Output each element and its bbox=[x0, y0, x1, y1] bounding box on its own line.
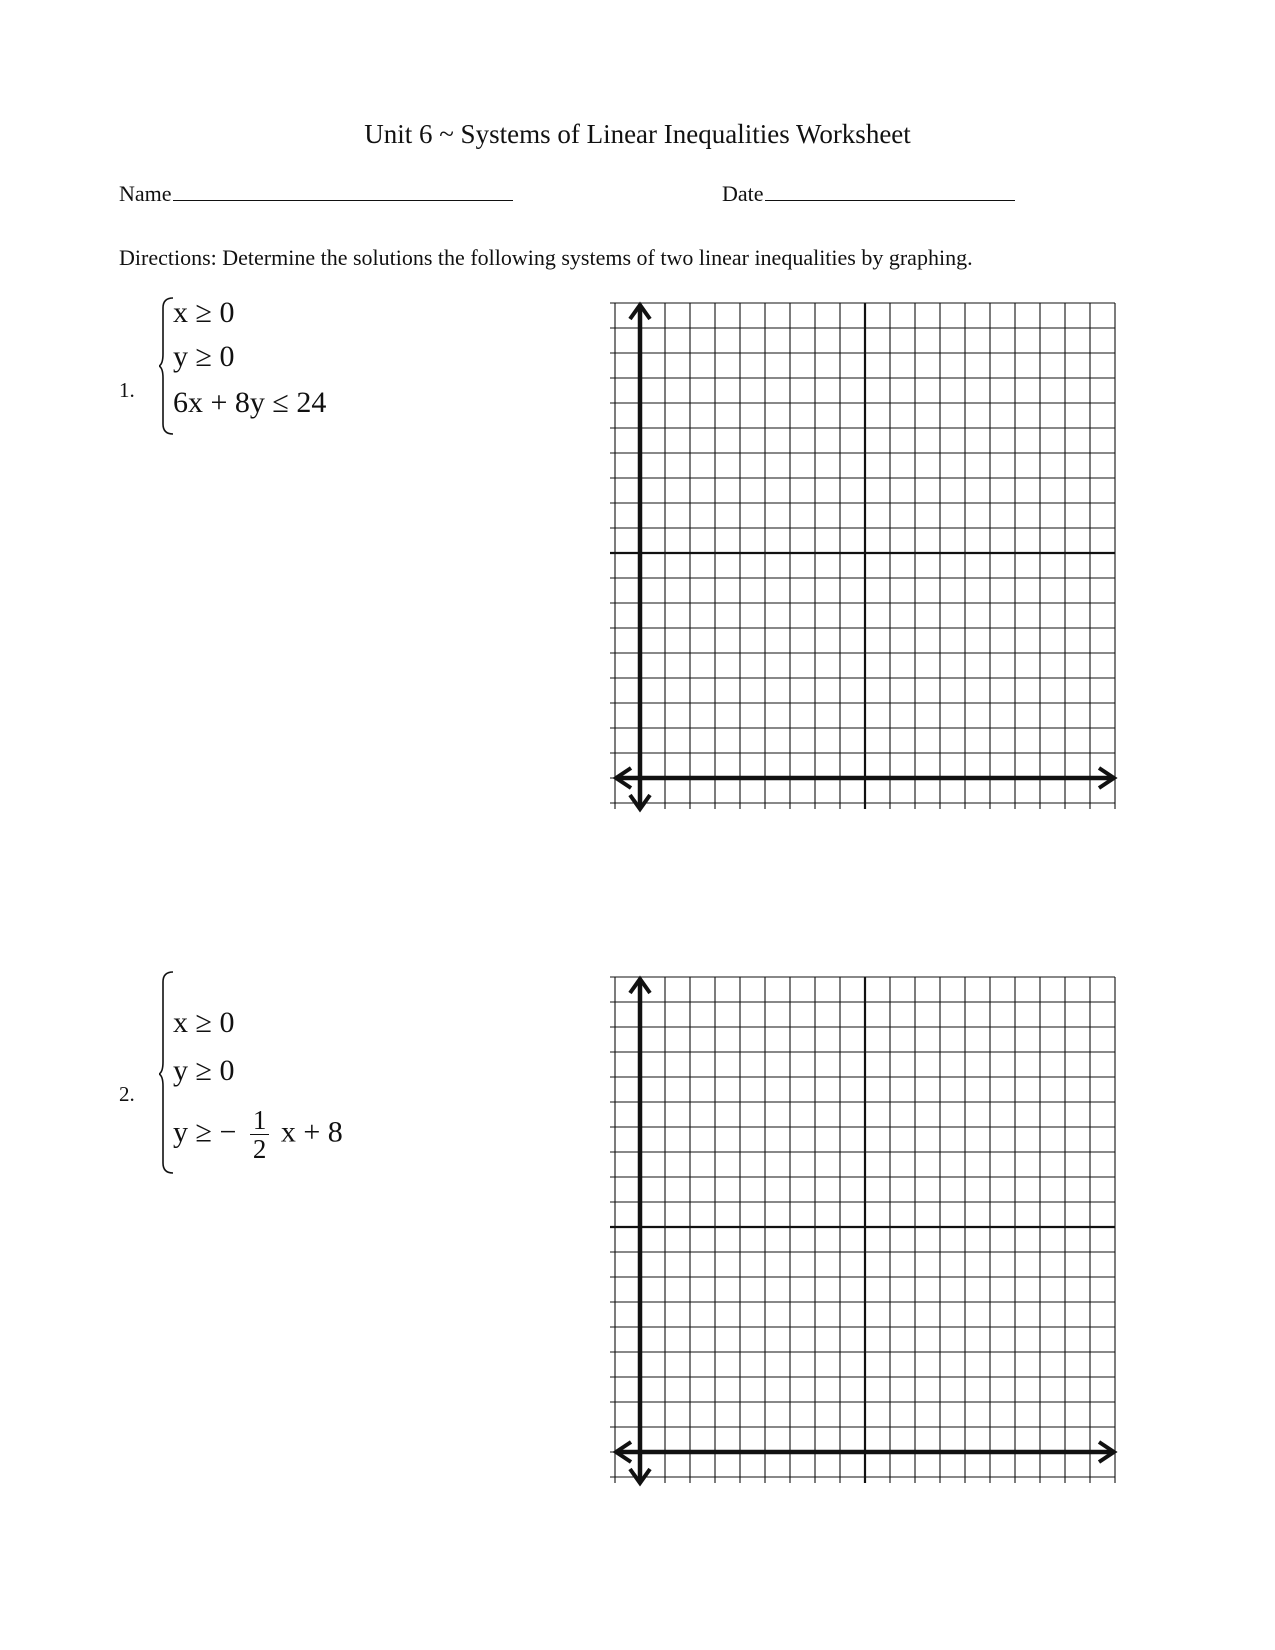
fraction-numerator: 1 bbox=[250, 1106, 270, 1135]
page-title: Unit 6 ~ Systems of Linear Inequalities Worksheet bbox=[364, 119, 911, 149]
problem-number: 1. bbox=[119, 378, 135, 402]
grid-lines bbox=[610, 977, 1115, 1483]
inequality-1: x ≥ 0 bbox=[173, 1006, 235, 1039]
date-label: Date bbox=[722, 181, 764, 206]
negative-sign: − bbox=[219, 1115, 237, 1149]
date-blank-line[interactable] bbox=[765, 178, 1015, 201]
inequality-3 bbox=[173, 1106, 343, 1163]
date-field[interactable] bbox=[722, 178, 1015, 208]
problem-number: 2. bbox=[119, 1082, 135, 1106]
coordinate-grid-2[interactable] bbox=[610, 972, 1130, 1492]
directions-text: Directions: Determine the solutions the following systems of two linear inequalities by graphing. bbox=[119, 245, 973, 270]
inequality-rhs: x + 8 bbox=[280, 1115, 343, 1149]
name-field[interactable] bbox=[119, 178, 513, 208]
coordinate-grid-1[interactable] bbox=[610, 298, 1130, 818]
inequality-2: y ≥ 0 bbox=[173, 1054, 235, 1087]
grid-lines bbox=[610, 303, 1115, 809]
name-blank-line[interactable] bbox=[173, 178, 513, 201]
name-label: Name bbox=[119, 181, 172, 206]
inequality-2: y ≥ 0 bbox=[173, 340, 235, 373]
fraction bbox=[250, 1106, 270, 1163]
inequality-3: 6x + 8y ≤ 24 bbox=[173, 386, 327, 419]
fraction-denominator: 2 bbox=[252, 1134, 267, 1164]
inequality-lhs: y ≥ bbox=[173, 1115, 212, 1149]
inequality-1: x ≥ 0 bbox=[173, 296, 235, 329]
